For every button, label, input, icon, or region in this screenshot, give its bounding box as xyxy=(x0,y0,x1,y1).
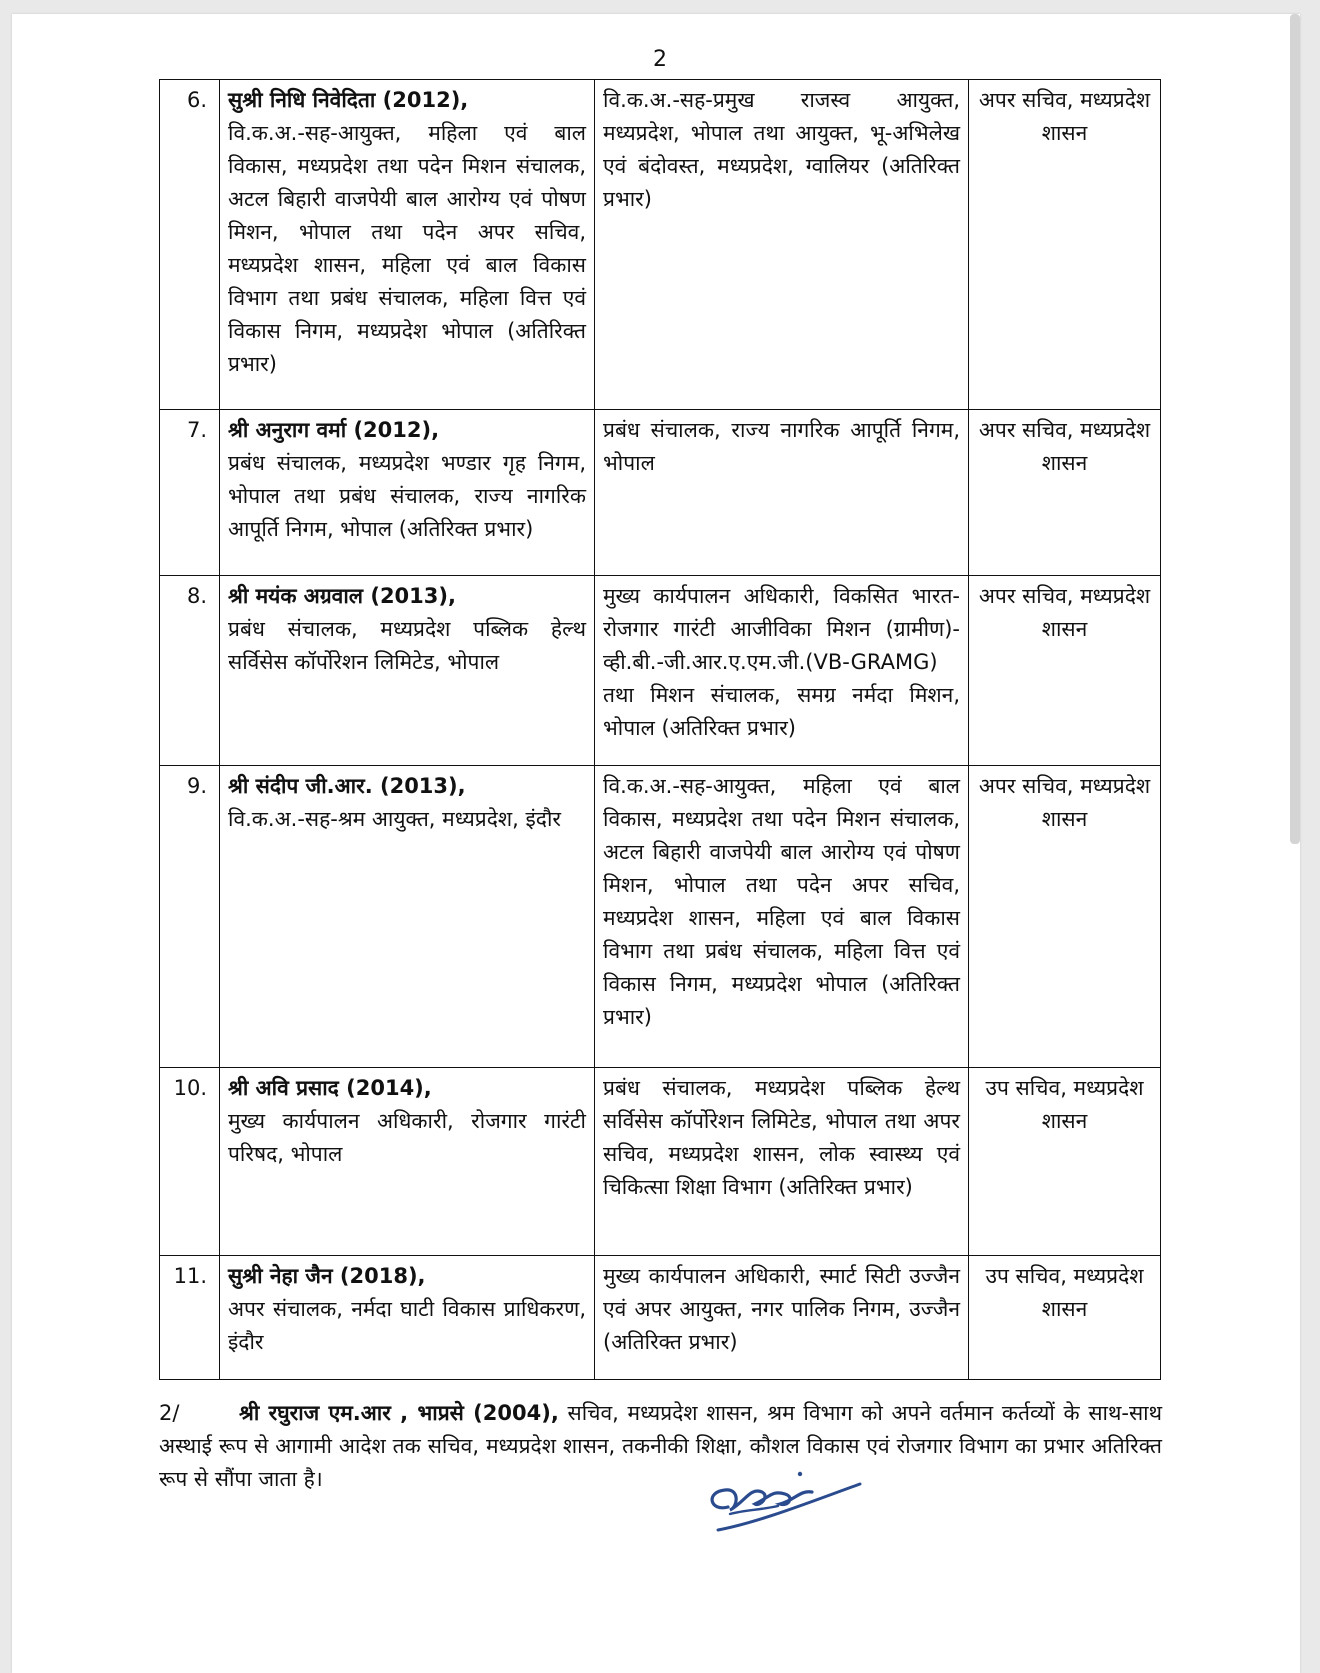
table-row xyxy=(160,80,1161,410)
current-post: मुख्य कार्यपालन अधिकारी, रोजगार गारंटी परिषद, भोपाल xyxy=(228,1109,586,1166)
new-post: वि.क.अ.-सह-आयुक्त, महिला एवं बाल विकास, मध्यप्रदेश तथा पदेन मिशन संचालक, अटल बिहारी वाजपेयी बाल आरोग्य एवं पोषण मिशन, भोपाल तथा पदेन अपर सचिव, मध्यप्रदेश शासन, महिला एवं बाल विकास विभाग तथा प्रबंध संचालक, महिला वित्त एवं विकास निगम, मध्यप्रदेश भोपाल (अतिरिक्त प्रभार) xyxy=(595,766,969,1068)
page-number: 2 xyxy=(653,47,667,72)
officer-cell xyxy=(220,410,595,576)
current-post: वि.क.अ.-सह-श्रम आयुक्त, मध्यप्रदेश, इंदौर xyxy=(228,807,561,831)
table-row xyxy=(160,1256,1161,1380)
officer-cell xyxy=(220,1256,595,1380)
current-post: प्रबंध संचालक, मध्यप्रदेश भण्डार गृह निगम, भोपाल तथा प्रबंध संचालक, राज्य नागरिक आपूर्ति निगम, भोपाल (अतिरिक्त प्रभार) xyxy=(228,451,586,541)
new-post: मुख्य कार्यपालन अधिकारी, स्मार्ट सिटी उज्जैन एवं अपर आयुक्त, नगर पालिक निगम, उज्जैन (अतिरिक्त प्रभार) xyxy=(595,1256,969,1380)
new-post: प्रबंध संचालक, राज्य नागरिक आपूर्ति निगम, भोपाल xyxy=(595,410,969,576)
status: अपर सचिव, मध्यप्रदेश शासन xyxy=(969,410,1161,576)
new-post: प्रबंध संचालक, मध्यप्रदेश पब्लिक हेल्थ सर्विसेस कॉर्पोरेशन लिमिटेड, भोपाल तथा अपर सचिव, मध्यप्रदेश शासन, लोक स्वास्थ्य एवं चिकित्सा शिक्षा विभाग (अतिरिक्त प्रभार) xyxy=(595,1068,969,1256)
serial-number: 10. xyxy=(160,1068,220,1256)
serial-number: 11. xyxy=(160,1256,220,1380)
postings-table xyxy=(159,79,1161,1380)
status: अपर सचिव, मध्यप्रदेश शासन xyxy=(969,766,1161,1068)
status: अपर सचिव, मध्यप्रदेश शासन xyxy=(969,80,1161,410)
signature-stroke xyxy=(730,1506,778,1514)
status: उप सचिव, मध्यप्रदेश शासन xyxy=(969,1256,1161,1380)
paragraph-2 xyxy=(159,1397,1162,1496)
status: उप सचिव, मध्यप्रदेश शासन xyxy=(969,1068,1161,1256)
serial-number: 8. xyxy=(160,576,220,766)
table-row xyxy=(160,410,1161,576)
serial-number: 7. xyxy=(160,410,220,576)
scrollbar[interactable] xyxy=(1290,14,1300,844)
new-post: वि.क.अ.-सह-प्रमुख राजस्व आयुक्त, मध्यप्रदेश, भोपाल तथा आयुक्त, भू-अभिलेख एवं बंदोवस्त, मध्यप्रदेश, ग्वालियर (अतिरिक्त प्रभार) xyxy=(595,80,969,410)
officer-cell xyxy=(220,576,595,766)
serial-number: 6. xyxy=(160,80,220,410)
paragraph-number: 2/ xyxy=(159,1401,180,1425)
officer-cell xyxy=(220,80,595,410)
table-row xyxy=(160,1068,1161,1256)
officer-cell xyxy=(220,766,595,1068)
officer-name: श्री अवि प्रसाद (2014), xyxy=(228,1076,432,1100)
current-post: प्रबंध संचालक, मध्यप्रदेश पब्लिक हेल्थ सर्विसेस कॉर्पोरेशन लिमिटेड, भोपाल xyxy=(228,617,586,674)
officer-cell xyxy=(220,1068,595,1256)
signature-underline xyxy=(718,1484,860,1530)
officer-name: सुश्री निधि निवेदिता (2012), xyxy=(228,88,469,112)
current-post: वि.क.अ.-सह-आयुक्त, महिला एवं बाल विकास, मध्यप्रदेश तथा पदेन मिशन संचालक, अटल बिहारी वाजपेयी बाल आरोग्य एवं पोषण मिशन, भोपाल तथा पदेन अपर सचिव, मध्यप्रदेश शासन, महिला एवं बाल विकास विभाग तथा प्रबंध संचालक, महिला वित्त एवं विकास निगम, मध्यप्रदेश भोपाल (अतिरिक्त प्रभार) xyxy=(228,121,586,376)
table-row xyxy=(160,576,1161,766)
officer-name-bold: श्री रघुराज एम.आर , भाप्रसे (2004), xyxy=(239,1401,559,1425)
officer-name: श्री अनुराग वर्मा (2012), xyxy=(228,418,440,442)
table-row xyxy=(160,766,1161,1068)
status: अपर सचिव, मध्यप्रदेश शासन xyxy=(969,576,1161,766)
current-post: अपर संचालक, नर्मदा घाटी विकास प्राधिकरण, इंदौर xyxy=(228,1297,586,1354)
signature-image xyxy=(700,1452,870,1542)
signature-dot xyxy=(798,1472,802,1476)
paragraph-text: सचिव, मध्यप्रदेश शासन, श्रम विभाग को अपने वर्तमान कर्तव्यों के साथ-साथ अस्थाई रूप से आगामी आदेश तक सचिव, मध्यप्रदेश शासन, तकनीकी शिक्षा, कौशल विकास एवं रोजगार विभाग का प्रभार अतिरिक्त रूप से सौंपा जाता है। xyxy=(159,1401,1162,1491)
new-post: मुख्य कार्यपालन अधिकारी, विकसित भारत-रोजगार गारंटी आजीविका मिशन (ग्रामीण)- व्ही.बी.-जी.आर.ए.एम.जी.(VB-GRAMG) तथा मिशन संचालक, समग्र नर्मदा मिशन, भोपाल (अतिरिक्त प्रभार) xyxy=(595,576,969,766)
officer-name: श्री संदीप जी.आर. (2013), xyxy=(228,774,466,798)
serial-number: 9. xyxy=(160,766,220,1068)
officer-name: श्री मयंक अग्रवाल (2013), xyxy=(228,584,456,608)
officer-name: सुश्री नेहा जैन (2018), xyxy=(228,1264,426,1288)
